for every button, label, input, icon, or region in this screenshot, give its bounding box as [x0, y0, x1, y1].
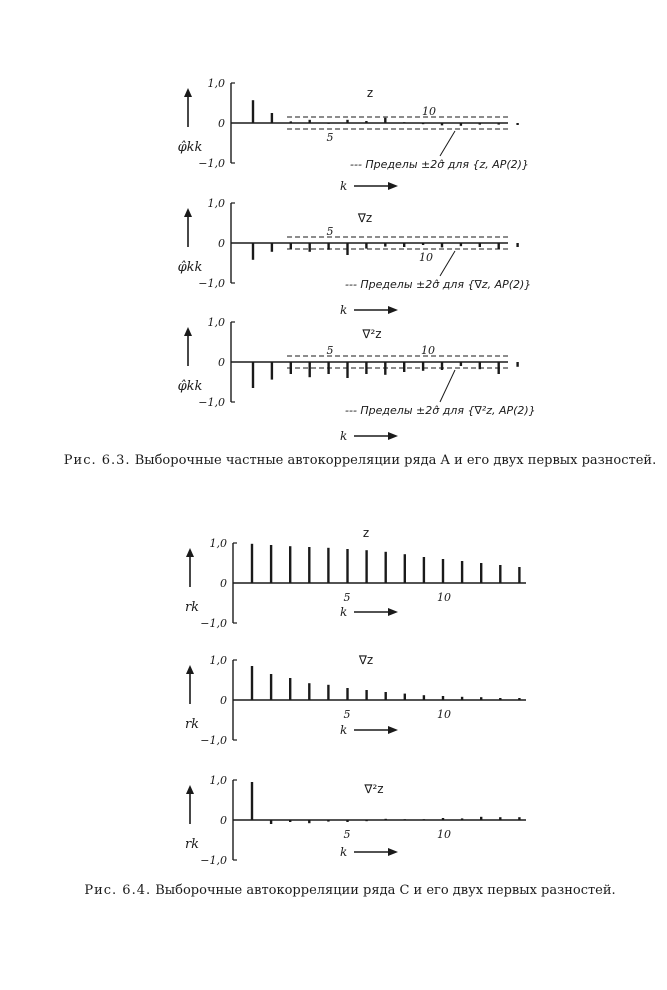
- series-label: z: [366, 86, 374, 100]
- limits-leader-line: [440, 131, 455, 156]
- y-axis-label: φ̂kk: [177, 379, 203, 394]
- figure-6-4-caption-lead: Рис. 6.4.: [84, 883, 152, 898]
- y-label-arrowhead: [184, 327, 192, 336]
- x-label-arrowhead: [388, 432, 398, 440]
- y-label-arrowhead: [184, 88, 192, 97]
- series-label: ∇²z: [364, 782, 384, 796]
- y-tick-label: −1,0: [198, 157, 225, 170]
- x-label-arrowhead: [388, 306, 398, 314]
- y-tick-label: −1,0: [200, 734, 227, 747]
- y-axis-label: rk: [184, 717, 200, 732]
- figure-6-4-caption-text: Выборочные автокорреляции ряда C и его двух первых разностей.: [155, 883, 616, 898]
- x-tick-label: 5: [326, 225, 334, 238]
- x-axis-label: k: [340, 179, 348, 193]
- x-tick-label: 5: [326, 131, 334, 144]
- x-tick-label: 5: [343, 828, 351, 841]
- x-label-arrowhead: [388, 726, 398, 734]
- x-tick-label: 5: [326, 344, 334, 357]
- chart-panel-3: [178, 316, 536, 443]
- y-tick-label: 0: [220, 814, 227, 827]
- limits-legend: --- Пределы ±2σ̂ для {∇²z, AP(2)}: [345, 404, 536, 417]
- y-tick-label: 0: [218, 117, 225, 130]
- x-axis-label: k: [340, 429, 348, 443]
- y-label-arrowhead: [186, 785, 194, 794]
- y-tick-label: −1,0: [200, 854, 227, 867]
- y-label-arrowhead: [184, 208, 192, 217]
- figure-6-3-caption: [60, 452, 660, 469]
- series-label: z: [362, 526, 370, 540]
- y-axis-label: φ̂kk: [177, 260, 203, 275]
- limits-legend: --- Пределы ±2σ̂ для {∇z, AP(2)}: [345, 278, 532, 291]
- chart-panel-5: [185, 653, 526, 747]
- y-tick-label: −1,0: [198, 396, 225, 409]
- x-tick-label: 10: [437, 591, 451, 604]
- y-tick-label: 1,0: [207, 197, 225, 210]
- x-tick-label: 10: [437, 708, 451, 721]
- x-axis-label: k: [340, 723, 348, 737]
- y-tick-label: 1,0: [209, 654, 227, 667]
- series-label: ∇z: [358, 653, 374, 667]
- y-axis-label: φ̂kk: [177, 140, 203, 155]
- x-axis-label: k: [340, 303, 348, 317]
- chart-panel-4: [185, 526, 526, 630]
- y-axis-label: rk: [184, 600, 200, 615]
- y-tick-label: 0: [218, 237, 225, 250]
- y-tick-label: 0: [218, 356, 225, 369]
- figure-6-4-caption: [40, 882, 660, 899]
- x-tick-label: 5: [343, 708, 351, 721]
- x-tick-label: 10: [437, 828, 451, 841]
- x-axis-label: k: [340, 605, 348, 619]
- figure-6-3-caption-lead: Рис. 6.3.: [63, 453, 131, 468]
- y-tick-label: 1,0: [209, 537, 227, 550]
- series-label: ∇z: [357, 211, 373, 225]
- x-tick-label: 10: [422, 105, 436, 118]
- chart-panel-6: [185, 774, 526, 867]
- y-tick-label: 0: [220, 577, 227, 590]
- y-tick-label: 1,0: [207, 77, 225, 90]
- y-tick-label: 1,0: [209, 774, 227, 787]
- x-axis-label: k: [340, 845, 348, 859]
- y-label-arrowhead: [186, 548, 194, 557]
- limits-legend: --- Пределы ±2σ̂ для {z, AP(2)}: [350, 158, 529, 171]
- series-label: ∇²z: [362, 327, 382, 341]
- x-label-arrowhead: [388, 608, 398, 616]
- limits-leader-line: [440, 251, 455, 276]
- figure-6-3-caption-text: Выборочные частные автокорреляции ряда A и его двух первых разностей.: [134, 453, 657, 468]
- y-axis-label: rk: [184, 837, 200, 852]
- x-label-arrowhead: [388, 182, 398, 190]
- x-label-arrowhead: [388, 848, 398, 856]
- chart-panel-2: [178, 197, 532, 317]
- y-label-arrowhead: [186, 665, 194, 674]
- x-tick-label: 10: [419, 251, 433, 264]
- y-tick-label: −1,0: [200, 617, 227, 630]
- chart-panel-1: [178, 77, 529, 193]
- y-tick-label: 0: [220, 694, 227, 707]
- x-tick-label: 10: [421, 344, 435, 357]
- y-tick-label: 1,0: [207, 316, 225, 329]
- x-tick-label: 5: [343, 591, 351, 604]
- limits-leader-line: [440, 370, 455, 402]
- y-tick-label: −1,0: [198, 277, 225, 290]
